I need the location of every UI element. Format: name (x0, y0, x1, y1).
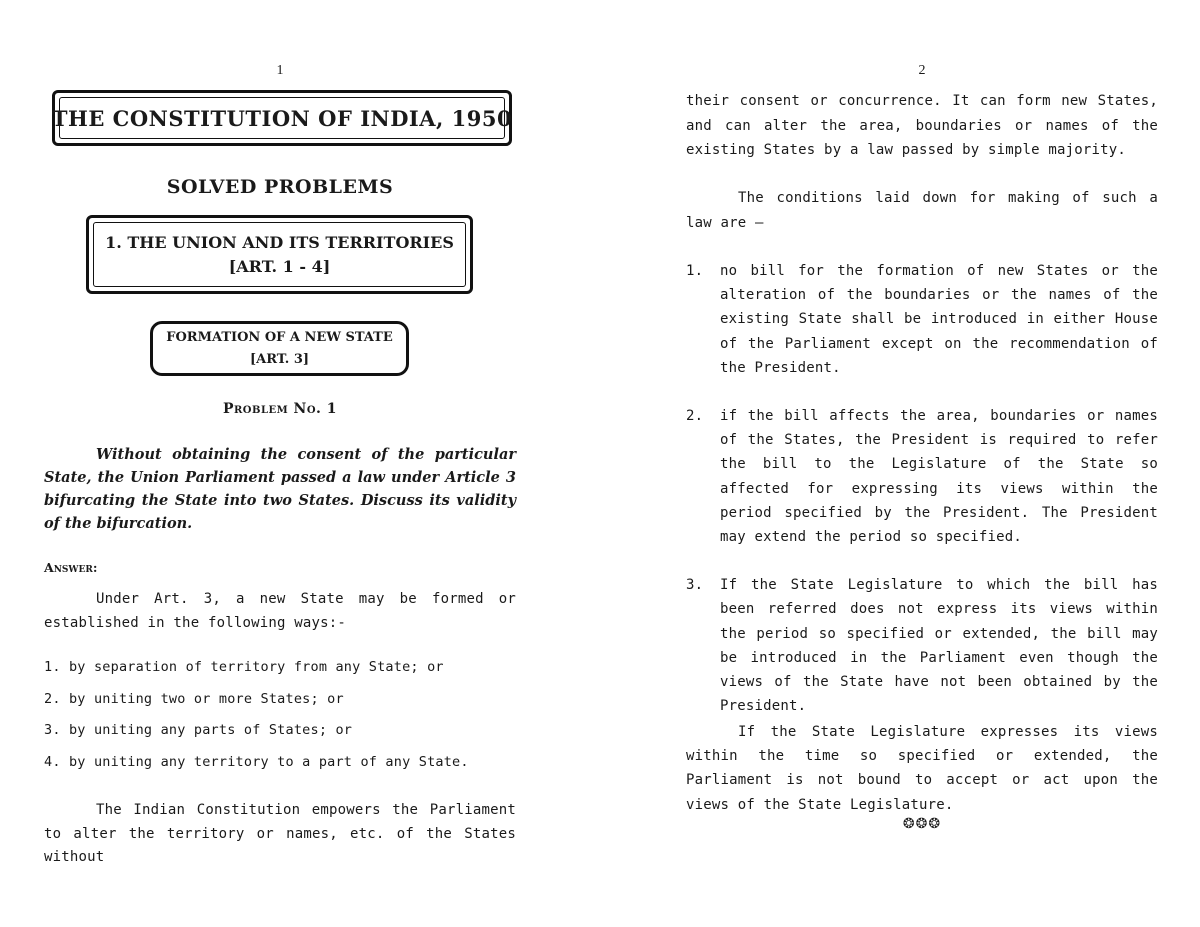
title-box (52, 90, 512, 146)
topic-article: [ART. 3] (249, 351, 310, 367)
paragraph: If the State Legislature expresses its views within the time so specified or extended, the Parliament is not bound to accept or act upon the views of the State Legislature. (686, 724, 1158, 813)
ways-list (44, 656, 516, 782)
list-item: 4. by uniting any territory to a part of any State. (44, 753, 469, 770)
topic-box (150, 321, 409, 376)
conditions-list (686, 259, 1158, 742)
list-item (686, 573, 1158, 718)
page-number: 2 (918, 63, 926, 78)
page-number: 1 (276, 63, 284, 78)
list-item-number: 2. (686, 408, 704, 425)
list-item (686, 404, 1158, 549)
list-item (686, 259, 1158, 380)
list-item: 1. by separation of territory from any State; or (44, 659, 444, 675)
closing-paragraph: The Indian Constitution empowers the Parliament to alter the territory or names, etc. of the States without (44, 802, 516, 865)
list-item-number: 3. (686, 577, 704, 594)
list-item: 2. by uniting two or more States; or (44, 690, 344, 707)
list-item-text: no bill for the formation of new States or the alteration of the boundaries or the names of the existing State shall be introduced in either House of the Parliament except on the recommendation of the President. (720, 263, 1158, 376)
chapter-articles: [ART. 1 - 4] (228, 256, 331, 276)
left-page (44, 0, 516, 927)
end-ornament-icon: ❂❂❂ (902, 816, 942, 832)
paragraph: their consent or concurrence. It can form new States, and can alter the area, boundaries or names of the existing States by a law passed by simple majority. (686, 93, 1158, 158)
section-subtitle: SOLVED PROBLEMS (166, 176, 394, 198)
chapter-heading (93, 222, 466, 287)
list-item: 3. by uniting any parts of States; or (44, 722, 353, 738)
chapter-title: 1. THE UNION AND ITS TERRITORIES (105, 232, 454, 252)
list-item-text: If the State Legislature to which the bill has been referred does not express its views within the period so specified or extended, the bill may be introduced in the Parliament even though the views of the State have not been obtained by the President. (720, 577, 1158, 715)
problem-question: Without obtaining the consent of the particular State, the Union Parliament passed a law under Article 3 bifurcating the State into two States. Discuss its validity of the bifurcation. (44, 446, 516, 532)
list-item-number: 1. (686, 263, 704, 279)
document-title: THE CONSTITUTION OF INDIA, 1950 (59, 97, 505, 139)
answer-heading: Answer: (44, 560, 98, 575)
paragraph: The conditions laid down for making of such a law are – (686, 190, 1158, 231)
list-item-text: if the bill affects the area, boundaries or names of the States, the President is required to refer the bill to the Legislature of the State so affected for expressing its views within the period specified by the President. The President may extend the period so specified. (720, 408, 1158, 546)
answer-intro: Under Art. 3, a new State may be formed or established in the following ways:- (44, 591, 516, 631)
chapter-box (86, 215, 473, 294)
right-page (686, 0, 1158, 927)
topic-title: FORMATION OF A NEW STATE (166, 329, 393, 345)
problem-heading: Problem No. 1 (222, 401, 338, 417)
